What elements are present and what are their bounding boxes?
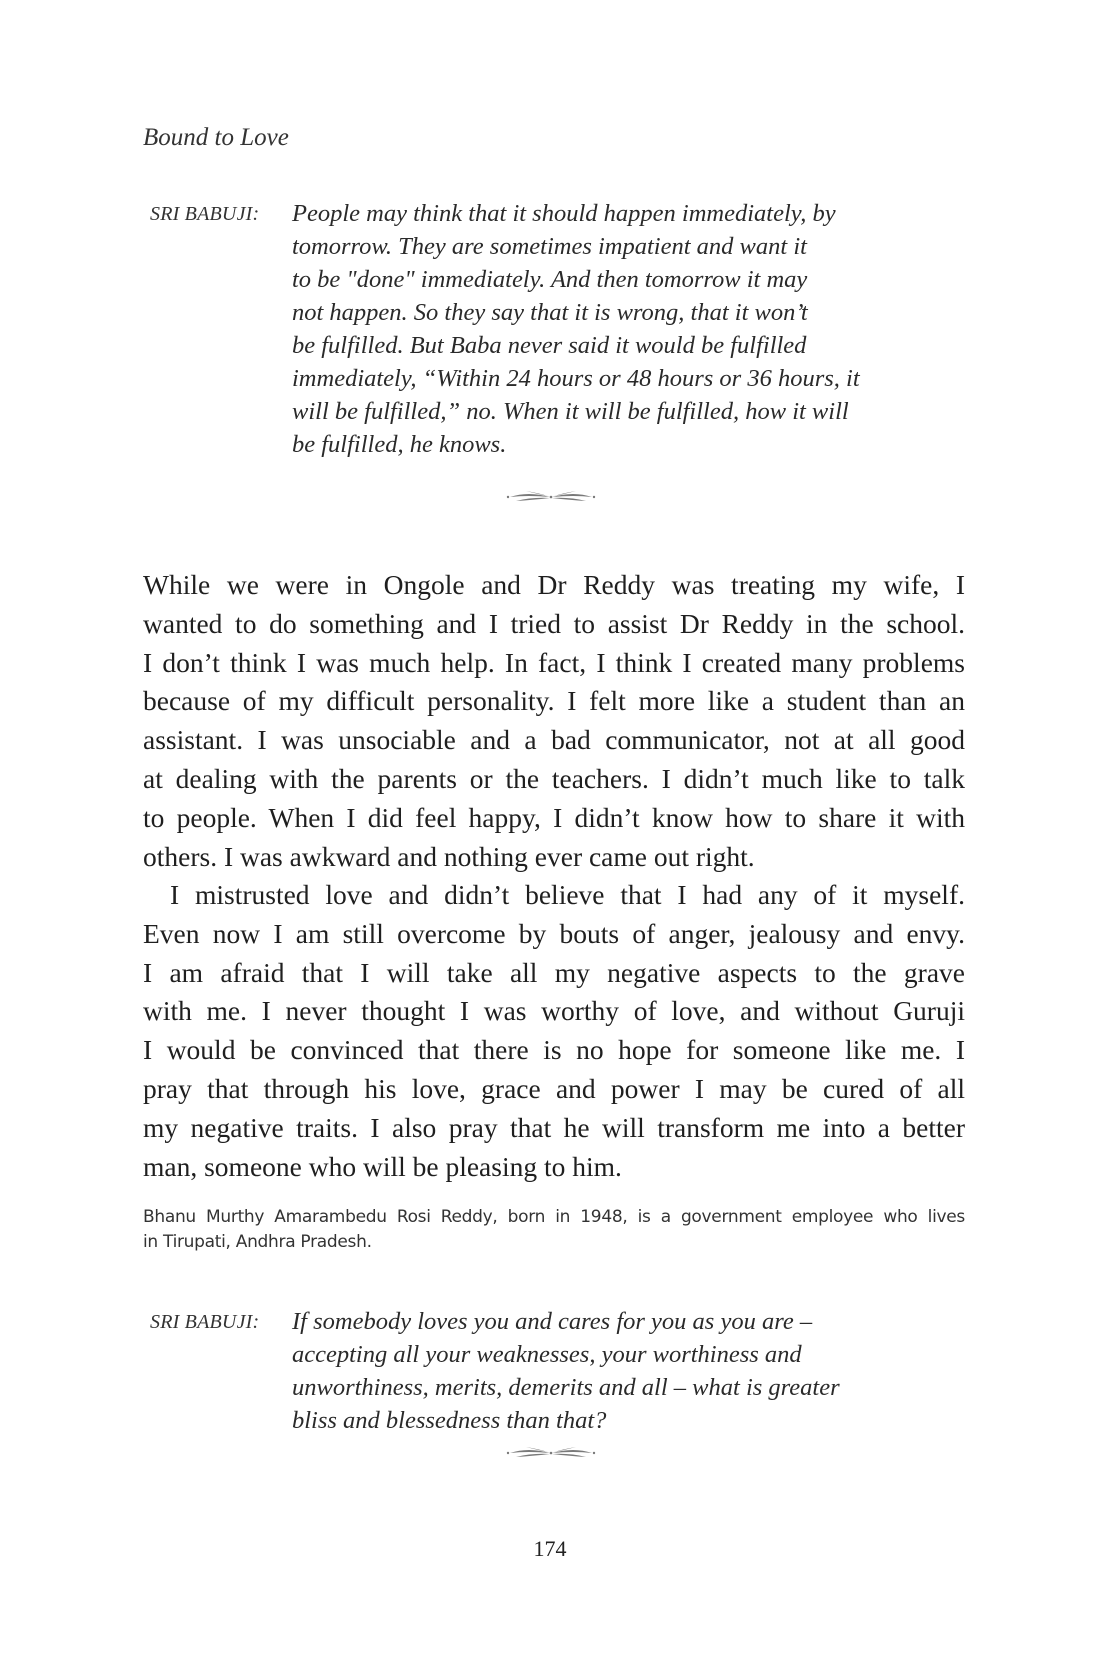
body-line: assistant. I was unsociable and a bad communicator, not at all good	[143, 724, 965, 756]
body-line: my negative traits. I also pray that he will transform me into a better	[143, 1111, 965, 1143]
body-paragraph-2	[143, 876, 965, 1186]
quote-line: will be fulfilled,” no. When it will be fulfilled, how it will	[292, 398, 849, 425]
running-head: Bound to Love	[143, 124, 289, 151]
body-line: I don’t think I was much help. In fact, I think I created many problems	[143, 646, 965, 678]
quote-line: accepting all your weaknesses, your worthiness and	[292, 1341, 802, 1368]
flourish-divider-icon	[506, 487, 596, 507]
bio-line: Bhanu Murthy Amarambedu Rosi Reddy, born in 1948, is a government employee who lives	[143, 1207, 965, 1227]
quote-line: unworthiness, merits, demerits and all – what is greater	[292, 1374, 840, 1401]
quote-line: be fulfilled, he knows.	[292, 431, 507, 458]
quote-line: bliss and blessedness than that?	[292, 1407, 607, 1434]
body-line: I mistrusted love and didn’t believe that I had any of it myself.	[170, 879, 965, 910]
bio-line: in Tirupati, Andhra Pradesh.	[143, 1232, 372, 1252]
body-line: Even now I am still overcome by bouts of anger, jealousy and envy.	[143, 917, 965, 949]
body-line: because of my difficult personality. I felt more like a student than an	[143, 685, 965, 717]
body-line: I would be convinced that there is no hope for someone like me. I	[143, 1034, 965, 1066]
quote-line: If somebody loves you and cares for you as you are –	[292, 1308, 813, 1335]
body-paragraph-1	[143, 566, 965, 876]
quote-line: tomorrow. They are sometimes impatient and want it	[292, 233, 807, 260]
quote-speaker-label: SRI BABUJI:	[150, 1311, 260, 1333]
body-line: wanted to do something and I tried to assist Dr Reddy in the school.	[143, 607, 965, 639]
body-line: to people. When I did feel happy, I didn’t know how to share it with	[143, 801, 965, 833]
quote-speaker-label: SRI BABUJI:	[150, 203, 260, 225]
body-line: with me. I never thought I was worthy of love, and without Guruji	[143, 995, 965, 1027]
body-line: pray that through his love, grace and power I may be cured of all	[143, 1072, 965, 1104]
quote-line: People may think that it should happen immediately, by	[292, 200, 836, 227]
author-bio	[143, 1205, 965, 1255]
flourish-divider-icon	[506, 1443, 596, 1463]
body-line: man, someone who will be pleasing to him.	[143, 1150, 622, 1182]
body-line: While we were in Ongole and Dr Reddy was treating my wife, I	[143, 569, 965, 600]
body-line: at dealing with the parents or the teachers. I didn’t much like to talk	[143, 762, 965, 794]
quote-line: to be "done" immediately. And then tomorrow it may	[292, 266, 808, 293]
quote-block	[292, 1305, 932, 1437]
quote-line: be fulfilled. But Baba never said it would be fulfilled	[292, 332, 807, 359]
body-line: I am afraid that I will take all my negative aspects to the grave	[143, 956, 965, 988]
quote-line: not happen. So they say that it is wrong, that it won’t	[292, 299, 808, 326]
body-line: others. I was awkward and nothing ever came out right.	[143, 840, 755, 872]
quote-line: immediately, “Within 24 hours or 48 hours or 36 hours, it	[292, 365, 860, 392]
page-number: 174	[533, 1536, 567, 1561]
quote-block	[292, 197, 932, 461]
